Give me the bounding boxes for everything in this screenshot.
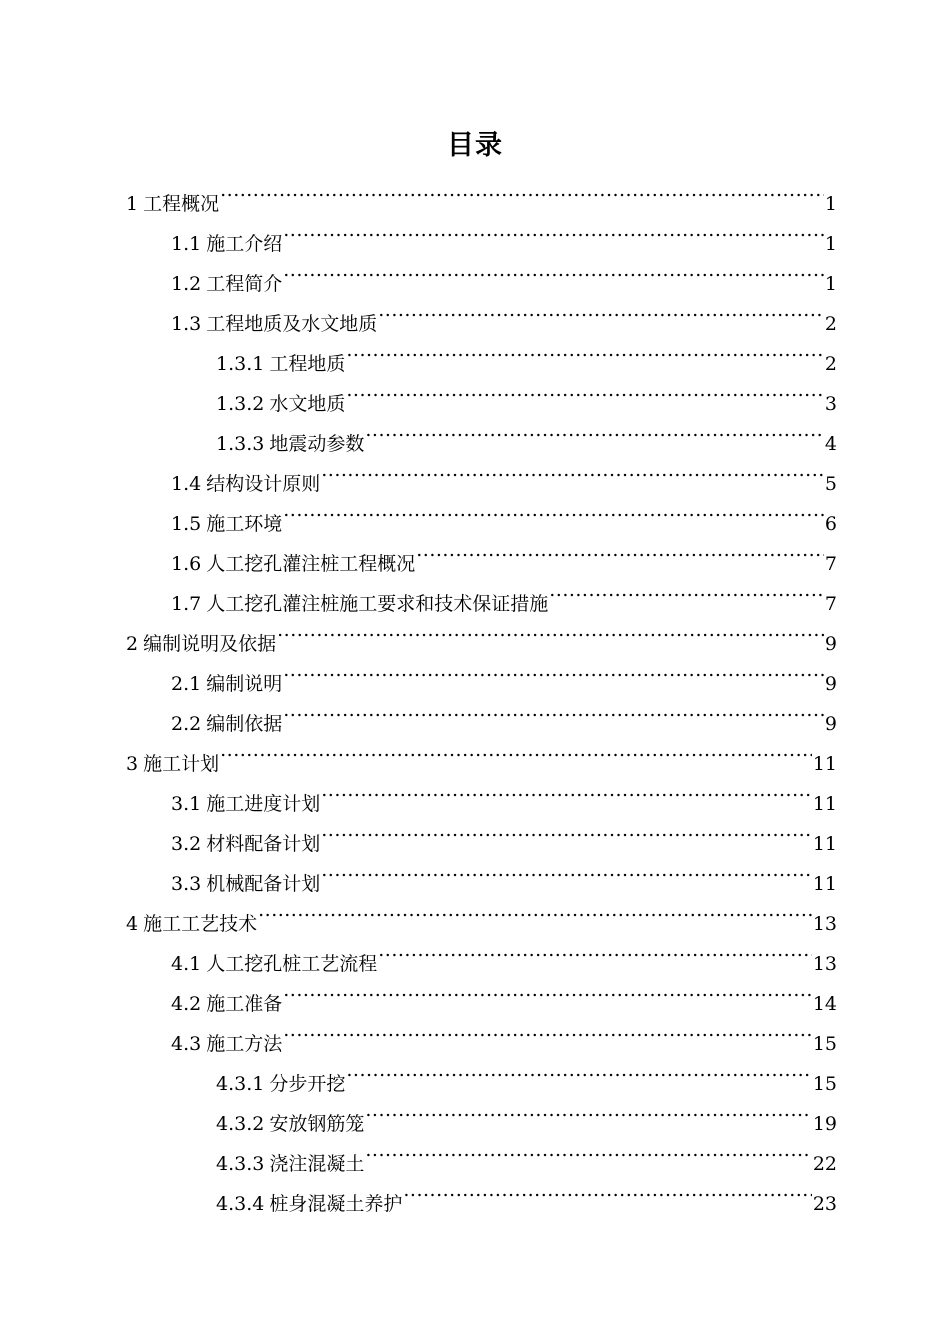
toc-entry[interactable] <box>0 410 950 455</box>
toc-entry-page-number: 11 <box>812 833 837 855</box>
toc-entry-page-number: 4 <box>824 433 837 455</box>
toc-entry-page-number: 15 <box>812 1033 837 1055</box>
toc-entry[interactable] <box>0 610 950 655</box>
toc-entry[interactable] <box>0 690 950 735</box>
toc-entry[interactable] <box>0 1170 950 1215</box>
toc-entry-number: 2.1 <box>171 673 202 695</box>
toc-entry-number: 4.3 <box>171 1033 202 1055</box>
toc-entry-number: 3.3 <box>171 873 202 895</box>
toc-entry[interactable] <box>0 530 950 575</box>
toc-entry-title: 工程地质及水文地质 <box>206 313 378 335</box>
toc-entry[interactable] <box>0 890 950 935</box>
toc-entry-page-number: 11 <box>812 873 837 895</box>
toc-entry-page-number: 19 <box>812 1113 837 1135</box>
toc-dot-leader <box>403 1170 811 1210</box>
toc-entry-number: 3 <box>126 753 139 775</box>
toc-entry-page-number: 14 <box>812 993 837 1015</box>
toc-entry-title: 人工挖孔灌注桩施工要求和技术保证措施 <box>206 593 549 615</box>
toc-dot-leader <box>365 1130 811 1170</box>
toc-entry-title: 桩身混凝土养护 <box>269 1193 403 1215</box>
toc-entry-page-number: 1 <box>824 233 837 255</box>
toc-entry[interactable] <box>0 290 950 335</box>
toc-entry-page-number: 22 <box>812 1153 837 1175</box>
toc-dot-leader <box>283 690 824 730</box>
toc-entry-page-number: 9 <box>824 633 837 655</box>
toc-entry-title: 工程概况 <box>143 193 220 215</box>
toc-entry-title: 施工环境 <box>206 513 283 535</box>
toc-entry-page-number: 23 <box>812 1193 837 1215</box>
toc-dot-leader <box>346 1050 811 1090</box>
toc-entry[interactable] <box>0 970 950 1015</box>
toc-entry-page-number: 11 <box>812 753 837 775</box>
toc-entry-page-number: 7 <box>824 593 837 615</box>
toc-dot-leader <box>283 210 824 250</box>
toc-entry[interactable] <box>0 370 950 415</box>
toc-dot-leader <box>258 890 812 930</box>
toc-entry-title: 安放钢筋笼 <box>269 1113 365 1135</box>
toc-entry[interactable] <box>0 330 950 375</box>
table-of-contents <box>0 170 950 1215</box>
toc-dot-leader <box>283 650 824 690</box>
toc-entry-number: 1.3.2 <box>216 393 265 415</box>
toc-entry-number: 4.3.3 <box>216 1153 265 1175</box>
toc-dot-leader <box>277 610 824 650</box>
toc-entry[interactable] <box>0 170 950 215</box>
toc-entry-title: 分步开挖 <box>269 1073 346 1095</box>
toc-dot-leader <box>321 450 824 490</box>
toc-dot-leader <box>365 410 824 450</box>
toc-entry-title: 浇注混凝土 <box>269 1153 365 1175</box>
toc-entry-number: 4.3.2 <box>216 1113 265 1135</box>
toc-dot-leader <box>346 370 824 410</box>
toc-entry-title: 水文地质 <box>269 393 346 415</box>
toc-entry-title: 结构设计原则 <box>206 473 321 495</box>
toc-entry[interactable] <box>0 730 950 775</box>
toc-entry-title: 材料配备计划 <box>206 833 321 855</box>
toc-entry-number: 2.2 <box>171 713 202 735</box>
toc-entry-number: 1.5 <box>171 513 202 535</box>
toc-entry-page-number: 6 <box>824 513 837 535</box>
toc-entry-number: 1.3.1 <box>216 353 265 375</box>
toc-dot-leader <box>220 730 812 770</box>
toc-entry-title: 编制依据 <box>206 713 283 735</box>
toc-entry-page-number: 15 <box>812 1073 837 1095</box>
toc-entry-title: 施工计划 <box>143 753 220 775</box>
toc-entry-number: 4.3.4 <box>216 1193 265 1215</box>
toc-dot-leader <box>416 530 824 570</box>
toc-entry-title: 施工介绍 <box>206 233 283 255</box>
toc-entry-page-number: 9 <box>824 673 837 695</box>
toc-entry-title: 施工工艺技术 <box>143 913 258 935</box>
toc-entry-page-number: 1 <box>824 193 837 215</box>
toc-entry-title: 编制说明及依据 <box>143 633 277 655</box>
toc-dot-leader <box>365 1090 811 1130</box>
toc-entry-title: 施工方法 <box>206 1033 283 1055</box>
toc-entry-number: 1.3 <box>171 313 202 335</box>
toc-entry[interactable] <box>0 570 950 615</box>
toc-dot-leader <box>321 770 812 810</box>
toc-entry[interactable] <box>0 490 950 535</box>
toc-entry[interactable] <box>0 1130 950 1175</box>
toc-dot-leader <box>321 810 812 850</box>
toc-dot-leader <box>346 330 824 370</box>
toc-dot-leader <box>283 1010 812 1050</box>
toc-entry-title: 施工准备 <box>206 993 283 1015</box>
toc-entry-title: 机械配备计划 <box>206 873 321 895</box>
toc-entry-number: 4.3.1 <box>216 1073 265 1095</box>
toc-entry-title: 工程简介 <box>206 273 283 295</box>
toc-entry-title: 编制说明 <box>206 673 283 695</box>
toc-entry[interactable] <box>0 1050 950 1095</box>
toc-entry-number: 1.2 <box>171 273 202 295</box>
toc-entry-page-number: 11 <box>812 793 837 815</box>
toc-entry[interactable] <box>0 250 950 295</box>
toc-dot-leader <box>321 850 812 890</box>
toc-entry[interactable] <box>0 1090 950 1135</box>
toc-entry-title: 人工挖孔灌注桩工程概况 <box>206 553 416 575</box>
toc-entry-page-number: 3 <box>824 393 837 415</box>
toc-entry-number: 4 <box>126 913 139 935</box>
toc-entry-title: 人工挖孔桩工艺流程 <box>206 953 378 975</box>
toc-entry-page-number: 1 <box>824 273 837 295</box>
toc-entry-number: 1.4 <box>171 473 202 495</box>
toc-entry-page-number: 2 <box>824 313 837 335</box>
toc-dot-leader <box>549 570 824 610</box>
toc-entry[interactable] <box>0 850 950 895</box>
toc-entry-number: 2 <box>126 633 139 655</box>
toc-entry-page-number: 9 <box>824 713 837 735</box>
toc-dot-leader <box>283 490 824 530</box>
toc-entry-number: 1.7 <box>171 593 202 615</box>
toc-dot-leader <box>283 250 824 290</box>
toc-entry-number: 4.1 <box>171 953 202 975</box>
toc-dot-leader <box>378 930 812 970</box>
toc-entry-number: 1.3.3 <box>216 433 265 455</box>
toc-entry-number: 1.6 <box>171 553 202 575</box>
toc-entry-number: 3.1 <box>171 793 202 815</box>
toc-entry-page-number: 13 <box>812 953 837 975</box>
toc-entry-number: 4.2 <box>171 993 202 1015</box>
toc-entry-title: 地震动参数 <box>269 433 365 455</box>
toc-entry[interactable] <box>0 810 950 855</box>
toc-dot-leader <box>378 290 824 330</box>
toc-entry-page-number: 5 <box>824 473 837 495</box>
toc-entry-number: 1.1 <box>171 233 202 255</box>
toc-entry-page-number: 13 <box>812 913 837 935</box>
toc-entry-page-number: 7 <box>824 553 837 575</box>
toc-entry-page-number: 2 <box>824 353 837 375</box>
toc-entry-number: 3.2 <box>171 833 202 855</box>
toc-dot-leader <box>283 970 812 1010</box>
toc-entry[interactable] <box>0 1010 950 1055</box>
toc-dot-leader <box>220 170 824 210</box>
toc-entry-title: 工程地质 <box>269 353 346 375</box>
toc-entry[interactable] <box>0 450 950 495</box>
toc-entry-number: 1 <box>126 193 139 215</box>
toc-entry-title: 施工进度计划 <box>206 793 321 815</box>
toc-title: 目录 <box>447 130 503 161</box>
